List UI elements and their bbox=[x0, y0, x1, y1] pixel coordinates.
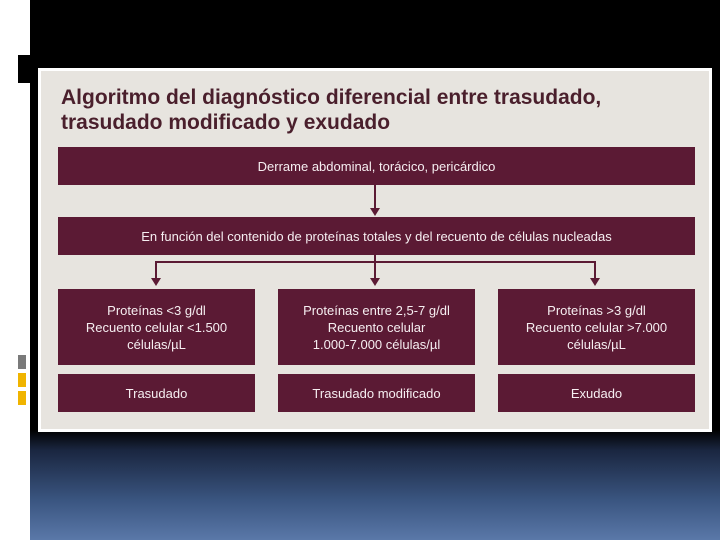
left-criteria-line-1: Proteínas <3 g/dl bbox=[107, 302, 206, 318]
diagram-panel bbox=[38, 68, 712, 432]
decor-square-gray bbox=[18, 355, 26, 369]
connector-branch-middle bbox=[374, 261, 376, 279]
middle-criteria-line-2: Recuento celular bbox=[327, 319, 426, 335]
diagram-title bbox=[61, 85, 681, 135]
node-left-criteria bbox=[58, 289, 255, 365]
node-middle-result: Trasudado modificado bbox=[278, 374, 475, 412]
node-effusion: Derrame abdominal, torácico, pericárdico bbox=[58, 147, 695, 185]
arrow-head-left bbox=[151, 278, 161, 286]
left-criteria-line-2: Recuento celular <1.500 bbox=[85, 319, 228, 335]
decor-square-yellow-2 bbox=[18, 391, 26, 405]
connector-branch-right bbox=[594, 261, 596, 279]
arrow-head-right bbox=[590, 278, 600, 286]
middle-criteria-line-1: Proteínas entre 2,5-7 g/dl bbox=[303, 302, 450, 318]
node-left-result: Trasudado bbox=[58, 374, 255, 412]
arrow-head-top bbox=[370, 208, 380, 216]
left-criteria-line-3: células/µL bbox=[127, 336, 186, 352]
right-criteria-line-2: Recuento celular >7.000 bbox=[525, 319, 668, 335]
decor-square-yellow-1 bbox=[18, 373, 26, 387]
connector-branch-left bbox=[155, 261, 157, 279]
node-right-result: Exudado bbox=[498, 374, 695, 412]
title-line-2: trasudado modificado y exudado bbox=[61, 111, 391, 134]
slide-bullet-marker bbox=[18, 55, 30, 83]
node-middle-criteria bbox=[278, 289, 475, 365]
node-right-criteria bbox=[498, 289, 695, 365]
right-criteria-line-3: células/µL bbox=[567, 336, 626, 352]
diagram-background bbox=[41, 71, 709, 429]
node-criteria: En función del contenido de proteínas totales y del recuento de células nucleadas bbox=[58, 217, 695, 255]
connector-top bbox=[374, 185, 376, 209]
right-criteria-line-1: Proteínas >3 g/dl bbox=[547, 302, 646, 318]
arrow-head-middle bbox=[370, 278, 380, 286]
middle-criteria-line-3: 1.000-7.000 células/µl bbox=[312, 336, 441, 352]
title-line-1: Algoritmo del diagnóstico diferencial entre trasudado, bbox=[61, 86, 602, 109]
